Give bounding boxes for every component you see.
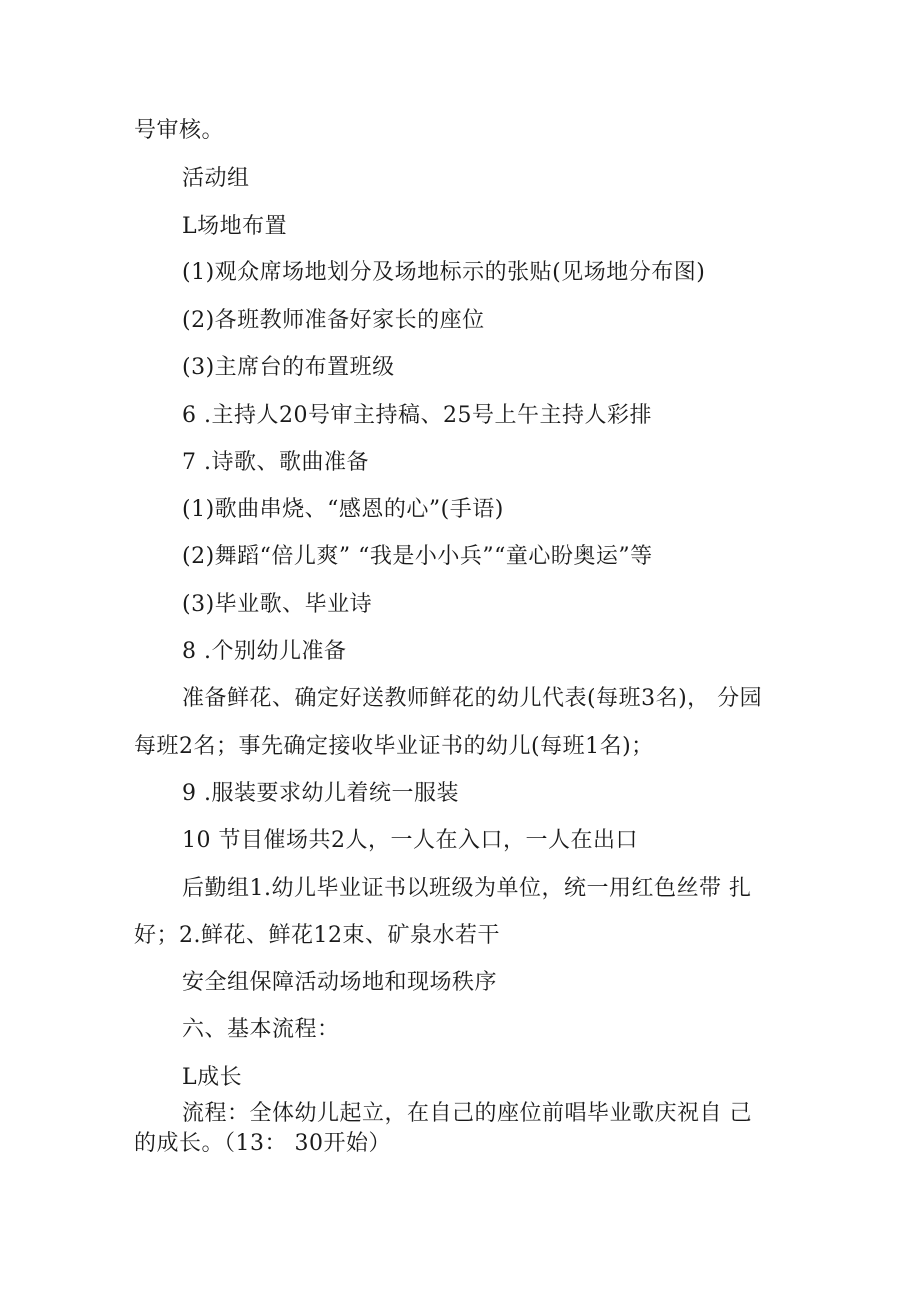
subheading-venue-setup: L场地布置 xyxy=(182,214,288,239)
list-item: (3)毕业歌、毕业诗 xyxy=(182,592,373,617)
subheading-growth: L成长 xyxy=(182,1065,243,1090)
paragraph-line: 号审核。 xyxy=(134,118,225,143)
paragraph-line: 的成长。（13： 30开始） xyxy=(134,1131,391,1156)
paragraph-line: 好；2.鲜花、鲜花12束、矿泉水若干 xyxy=(134,923,500,948)
numbered-item: 10 节目催场共2人，一人在入口，一人在出口 xyxy=(182,828,638,853)
section-heading-activity-group: 活动组 xyxy=(182,166,250,191)
numbered-item: 8 .个别幼儿准备 xyxy=(182,639,347,664)
paragraph-line: 每班2名；事先确定接收毕业证书的幼儿(每班1名)； xyxy=(134,734,654,759)
section-heading-basic-flow: 六、基本流程： xyxy=(182,1017,340,1042)
numbered-item: 7 .诗歌、歌曲准备 xyxy=(182,450,369,475)
list-item: (3)主席台的布置班级 xyxy=(182,355,395,380)
list-item: (2)舞蹈“倍儿爽” “我是小小兵”“童心盼奥运”等 xyxy=(182,544,653,569)
numbered-item: 9 .服装要求幼儿着统一服装 xyxy=(182,781,459,806)
list-item: (1)观众席场地划分及场地标示的张贴(见场地分布图) xyxy=(182,260,706,285)
paragraph-line: 准备鲜花、确定好送教师鲜花的幼儿代表(每班3名)， 分园 xyxy=(182,686,763,711)
paragraph-line: 流程：全体幼儿起立，在自己的座位前唱毕业歌庆祝自 己 xyxy=(182,1101,752,1126)
paragraph-line: 后勤组1.幼儿毕业证书以班级为单位，统一用红色丝带 扎 xyxy=(182,876,752,901)
paragraph-line: 安全组保障活动场地和现场秩序 xyxy=(182,970,498,995)
numbered-item: 6 .主持人20号审主持稿、25号上午主持人彩排 xyxy=(182,403,652,428)
list-item: (1)歌曲串烧、“感恩的心”(手语) xyxy=(182,497,504,522)
list-item: (2)各班教师准备好家长的座位 xyxy=(182,308,485,333)
